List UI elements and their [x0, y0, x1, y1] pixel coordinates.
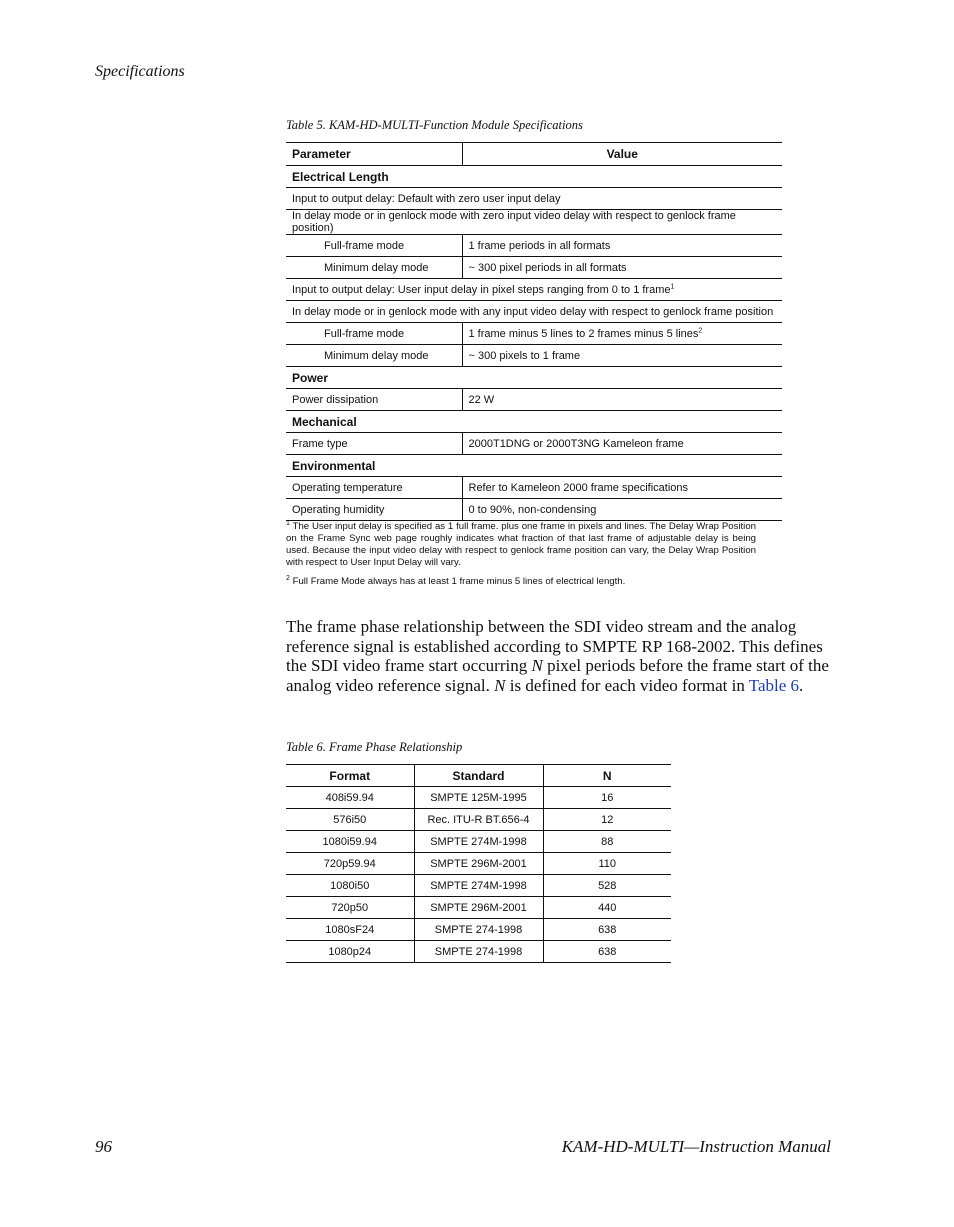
- table-row: [286, 279, 782, 301]
- table-row: [286, 477, 782, 499]
- io-default-row: Input to output delay: Default with zero user input delay: [286, 188, 782, 210]
- row-label: Power dissipation: [286, 389, 462, 411]
- standard-cell: Rec. ITU-R BT.656-4: [414, 809, 543, 831]
- table5-caption: Table 5. KAM-HD-MULTI-Function Module Specifications: [286, 118, 583, 132]
- standard-cell: SMPTE 274M-1998: [414, 831, 543, 853]
- page-number: 96: [95, 1137, 112, 1156]
- io-user-text: Input to output delay: User input delay in pixel steps ranging from 0 to 1 frame: [292, 283, 671, 296]
- paragraph-variable: N: [531, 656, 543, 676]
- n-cell: 638: [543, 919, 671, 941]
- footnote-2: [286, 576, 756, 588]
- table-row: [286, 301, 782, 323]
- table-row: [286, 787, 671, 809]
- format-header: Format: [286, 765, 414, 787]
- standard-cell: SMPTE 274-1998: [414, 919, 543, 941]
- format-cell: 1080i59.94: [286, 831, 414, 853]
- standard-cell: SMPTE 125M-1995: [414, 787, 543, 809]
- delay-mode-any-row: In delay mode or in genlock mode with any input video delay with respect to genlock frame position: [286, 301, 782, 323]
- n-cell: 16: [543, 787, 671, 809]
- table6-link[interactable]: Table 6: [748, 675, 800, 695]
- running-head: Specifications: [95, 63, 185, 80]
- paragraph-text: is defined for each video format in: [505, 675, 749, 695]
- table-row: [286, 411, 782, 433]
- spec-table: [286, 142, 782, 521]
- footnote-mark: 1: [286, 519, 290, 527]
- format-cell: 720p59.94: [286, 853, 414, 875]
- table-row: [286, 257, 782, 279]
- n-cell: 638: [543, 941, 671, 963]
- table-row: [286, 897, 671, 919]
- table-row: [286, 809, 671, 831]
- row-label: Minimum delay mode: [286, 345, 462, 367]
- section-environmental: Environmental: [286, 455, 782, 477]
- table-header-row: [286, 765, 671, 787]
- table-row: [286, 367, 782, 389]
- table-row: [286, 875, 671, 897]
- table-row: [286, 166, 782, 188]
- io-user-row: [286, 279, 782, 301]
- table-row: [286, 919, 671, 941]
- row-label: Operating temperature: [286, 477, 462, 499]
- n-cell: 88: [543, 831, 671, 853]
- parameter-header: Parameter: [286, 143, 462, 166]
- section-power: Power: [286, 367, 782, 389]
- row-label: Minimum delay mode: [286, 257, 462, 279]
- n-header: N: [543, 765, 671, 787]
- row-value: 1 frame periods in all formats: [462, 235, 782, 257]
- standard-cell: SMPTE 296M-2001: [414, 853, 543, 875]
- body-paragraph: [286, 617, 831, 695]
- footnote-1: [286, 521, 756, 569]
- row-label: Frame type: [286, 433, 462, 455]
- table-row: [286, 433, 782, 455]
- table-row: [286, 389, 782, 411]
- row-label: Full-frame mode: [286, 323, 462, 345]
- row-value: 0 to 90%, non-condensing: [462, 499, 782, 521]
- table-row: [286, 499, 782, 521]
- table-row: [286, 210, 782, 235]
- manual-title: KAM-HD-MULTI—Instruction Manual: [561, 1137, 831, 1156]
- table-row: [286, 188, 782, 210]
- delay-mode-zero-row: In delay mode or in genlock mode with zero input video delay with respect to genlock frame position): [286, 210, 782, 235]
- n-cell: 12: [543, 809, 671, 831]
- footnote-ref: 2: [698, 326, 703, 334]
- table6-caption: Table 6. Frame Phase Relationship: [286, 740, 463, 754]
- section-electrical-length: Electrical Length: [286, 166, 782, 188]
- table-row: [286, 455, 782, 477]
- table-row: [286, 941, 671, 963]
- row-value: ~ 300 pixels to 1 frame: [462, 345, 782, 367]
- n-cell: 110: [543, 853, 671, 875]
- format-cell: 1080i50: [286, 875, 414, 897]
- footnote-mark: 2: [286, 574, 290, 582]
- row-label: Full-frame mode: [286, 235, 462, 257]
- table-row: [286, 323, 782, 345]
- table-row: [286, 853, 671, 875]
- table-row: [286, 831, 671, 853]
- standard-header: Standard: [414, 765, 543, 787]
- footnote-text: Full Frame Mode always has at least 1 frame minus 5 lines of electrical length.: [292, 576, 626, 587]
- row-label: Operating humidity: [286, 499, 462, 521]
- paragraph-text: pixel periods before the frame start of the analog video reference signal.: [286, 656, 829, 695]
- format-cell: 720p50: [286, 897, 414, 919]
- standard-cell: SMPTE 274M-1998: [414, 875, 543, 897]
- paragraph-text: .: [799, 675, 804, 695]
- section-mechanical: Mechanical: [286, 411, 782, 433]
- standard-cell: SMPTE 296M-2001: [414, 897, 543, 919]
- row-value-text: 1 frame minus 5 lines to 2 frames minus 5 lines: [468, 327, 699, 340]
- row-value: 22 W: [462, 389, 782, 411]
- paragraph-variable: N: [494, 675, 506, 695]
- table-row: [286, 235, 782, 257]
- format-cell: 1080p24: [286, 941, 414, 963]
- table-row: [286, 345, 782, 367]
- format-cell: 408i59.94: [286, 787, 414, 809]
- standard-cell: SMPTE 274-1998: [414, 941, 543, 963]
- value-header: Value: [462, 143, 782, 166]
- footnote-ref: 1: [670, 282, 675, 290]
- row-value: ~ 300 pixel periods in all formats: [462, 257, 782, 279]
- phase-table: [286, 764, 671, 963]
- format-cell: 576i50: [286, 809, 414, 831]
- row-value: [462, 323, 782, 345]
- table-header-row: [286, 143, 782, 166]
- row-value: Refer to Kameleon 2000 frame specifications: [462, 477, 782, 499]
- n-cell: 440: [543, 897, 671, 919]
- n-cell: 528: [543, 875, 671, 897]
- format-cell: 1080sF24: [286, 919, 414, 941]
- footnote-text: The User input delay is specified as 1 full frame. plus one frame in pixels and lines. The Delay Wrap Position on the Frame Sync web page roughly indicates what fraction of that last frame of adjustable delay is being used. Because the input video delay with respect to genlock frame position can vary, the Delay Wrap Position with respect to User Input Delay will vary.: [286, 521, 756, 568]
- paragraph-text: The frame phase relationship between the SDI video stream and the analog reference signal is established according to SMPTE RP 168-2002. This defines the SDI video frame start occurring: [286, 617, 823, 676]
- row-value: 2000T1DNG or 2000T3NG Kameleon frame: [462, 433, 782, 455]
